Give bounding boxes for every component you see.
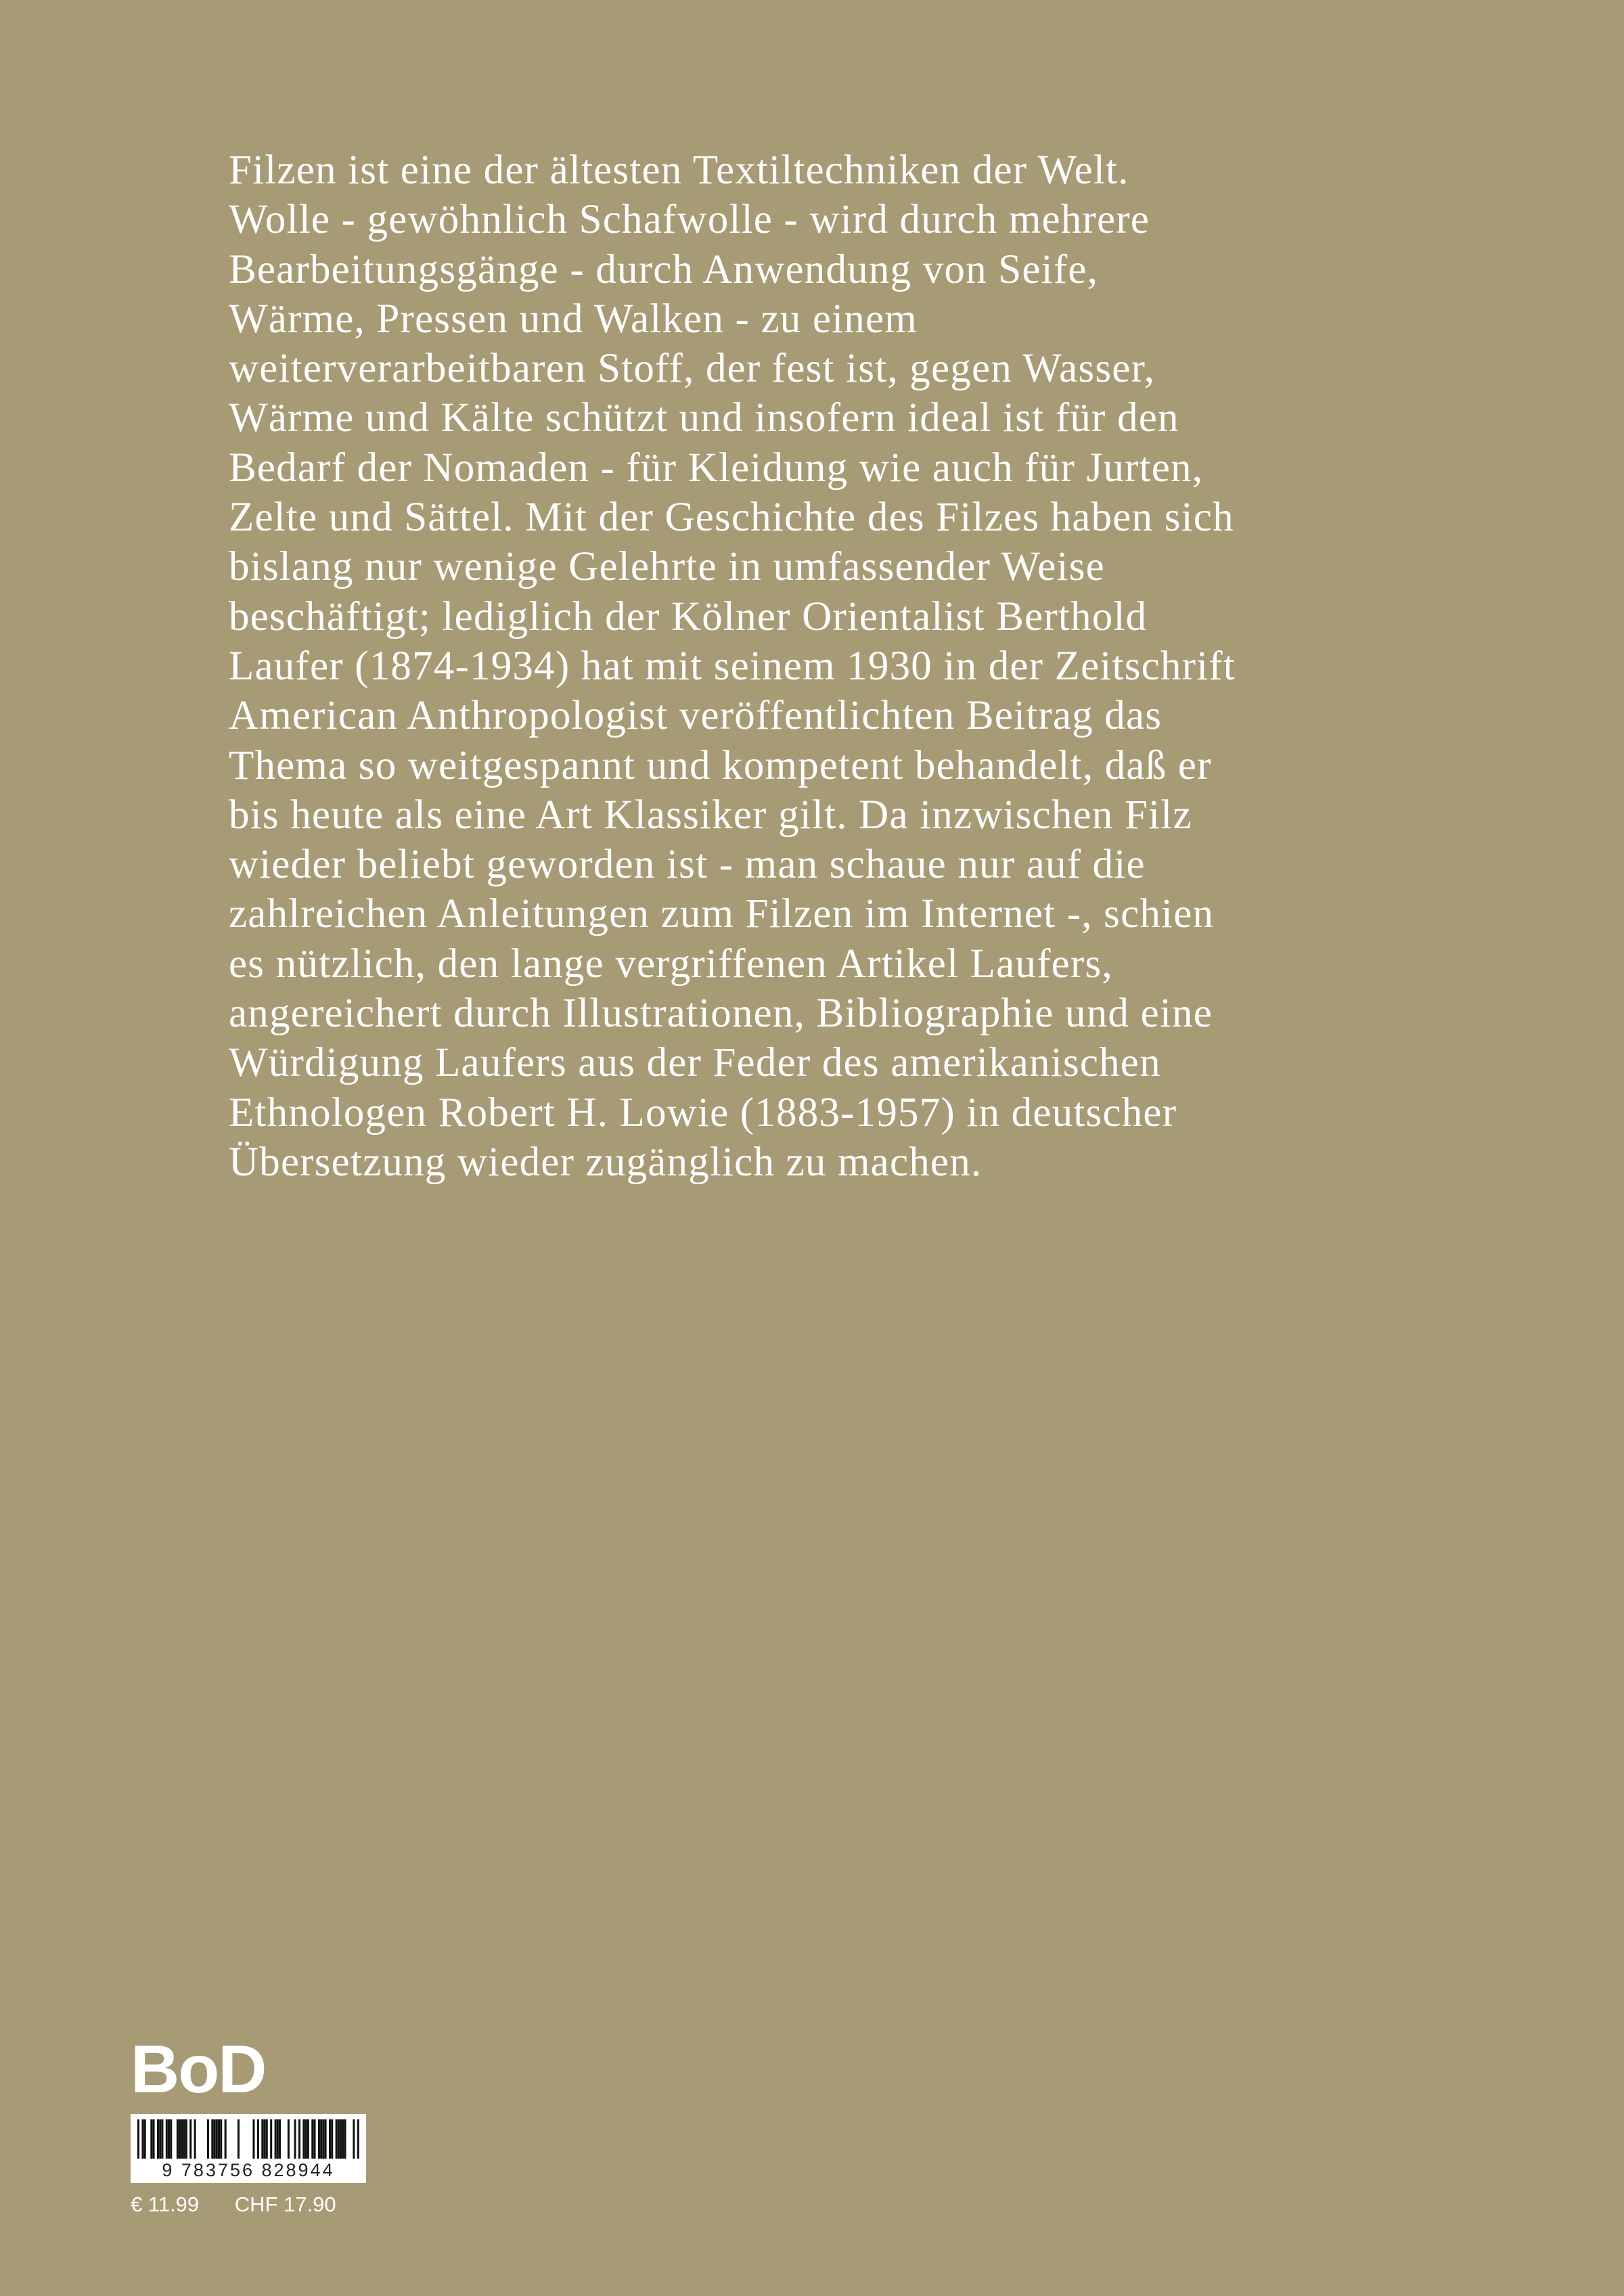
barcode-bar	[252, 2119, 254, 2159]
blurb-line: Bearbeitungsgänge - durch Anwendung von Seife,	[229, 246, 1099, 292]
barcode-bar	[266, 2119, 268, 2159]
barcode-bar	[157, 2119, 159, 2159]
barcode-bar	[294, 2119, 296, 2159]
barcode-bar	[185, 2119, 187, 2159]
barcode-bar	[189, 2119, 191, 2159]
blurb-line: Wärme, Pressen und Walken - zu einem	[229, 296, 918, 342]
barcode-bar	[275, 2119, 277, 2159]
blurb-line: beschäftigt; lediglich der Kölner Orientalist Berthold	[229, 593, 1148, 639]
barcode-bar	[225, 2119, 227, 2159]
barcode-bar	[150, 2119, 152, 2159]
blurb-line: Zelte und Sättel. Mit der Geschichte des Filzes haben sich	[229, 495, 1234, 541]
blurb-line: weiterverarbeitbaren Stoff, der fest ist, gegen Wasser,	[229, 346, 1156, 392]
blurb-line: es nützlich, den lange vergriffenen Artikel Laufers,	[229, 941, 1113, 987]
barcode-bar	[302, 2119, 304, 2159]
blurb-line: Wärme und Kälte schützt und insofern ideal ist für den	[229, 395, 1179, 441]
blurb-line: Würdigung Laufers aus der Feder des amerikanischen	[229, 1040, 1161, 1086]
barcode-bar	[288, 2119, 290, 2159]
barcode-bar	[153, 2119, 155, 2159]
barcode-bar	[211, 2119, 213, 2159]
publisher-logo: BoD	[131, 2031, 266, 2107]
barcode-bar	[318, 2119, 320, 2159]
barcode-bars	[137, 2119, 359, 2159]
blurb-line: Thema so weitgespannt und kompetent behandelt, daß er	[229, 742, 1212, 788]
barcode-bar	[338, 2119, 340, 2159]
barcode-bar	[270, 2119, 272, 2159]
blurb-line: angereichert durch Illustrationen, Bibliographie und eine	[229, 991, 1213, 1037]
barcode-bar	[311, 2119, 313, 2159]
barcode-bar	[257, 2119, 259, 2159]
barcode-bar	[161, 2119, 163, 2159]
blurb-line: Filzen ist eine der ältesten Textiltechniken der Welt.	[229, 148, 1129, 193]
barcode-bar	[137, 2119, 139, 2159]
price-eur: € 11.99	[131, 2192, 200, 2216]
blurb-line: Übersetzung wieder zugänglich zu machen.	[229, 1139, 983, 1185]
barcode-bar	[238, 2119, 240, 2159]
barcode-bar	[331, 2119, 333, 2159]
barcode-bar	[170, 2119, 172, 2159]
barcode-bar	[179, 2119, 181, 2159]
barcode-bar	[307, 2119, 309, 2159]
barcode-bar	[194, 2119, 196, 2159]
barcode-bar	[353, 2119, 355, 2159]
blurb-line: bislang nur wenige Gelehrte in umfassender Weise	[229, 544, 1105, 590]
blurb-line: Laufer (1874-1934) hat mit seinem 1930 in der Zeitschrift	[229, 643, 1236, 689]
barcode-bar	[220, 2119, 222, 2159]
blurb-text	[229, 145, 1514, 1187]
barcode-bar	[177, 2119, 179, 2159]
barcode-number: 9 783756 828944	[162, 2160, 335, 2180]
blurb-line: Bedarf der Nomaden - für Kleidung wie auch für Jurten,	[229, 445, 1204, 491]
barcode-bar	[298, 2119, 300, 2159]
barcode-bar	[214, 2119, 216, 2159]
barcode-bar	[218, 2119, 220, 2159]
blurb-line: zahlreichen Anleitungen zum Filzen im Internet -, schien	[229, 891, 1215, 937]
barcode-bar	[166, 2119, 168, 2159]
blurb-line: American Anthropologist veröffentlichten Beitrag das	[229, 693, 1163, 739]
blurb-line: Ethnologen Robert H. Lowie (1883-1957) in deutscher	[229, 1089, 1177, 1135]
isbn-barcode	[131, 2114, 366, 2183]
barcode-bar	[181, 2119, 183, 2159]
barcode-bar	[344, 2119, 346, 2159]
barcode-bar	[141, 2119, 143, 2159]
barcode-bar	[264, 2119, 266, 2159]
barcode-bar	[216, 2119, 218, 2159]
barcode-bar	[261, 2119, 263, 2159]
barcode-bar	[305, 2119, 307, 2159]
barcode-bar	[342, 2119, 344, 2159]
price-line	[131, 2192, 336, 2217]
barcode-bar	[207, 2119, 209, 2159]
barcode-bar	[325, 2119, 327, 2159]
barcode-bar	[183, 2119, 185, 2159]
barcode-bar	[329, 2119, 331, 2159]
blurb-line: bis heute als eine Art Klassiker gilt. Da inzwischen Filz	[229, 792, 1192, 838]
barcode-bar	[277, 2119, 279, 2159]
blurb-line: Wolle - gewöhnlich Schafwolle - wird durch mehrere	[229, 197, 1150, 243]
barcode-bar	[322, 2119, 324, 2159]
barcode-bar	[336, 2119, 338, 2159]
barcode-bar	[279, 2119, 281, 2159]
barcode-bar	[313, 2119, 315, 2159]
barcode-bar	[168, 2119, 170, 2159]
barcode-bar	[144, 2119, 146, 2159]
price-chf: CHF 17.90	[234, 2192, 336, 2216]
barcode-bar	[159, 2119, 161, 2159]
barcode-bar	[357, 2119, 359, 2159]
barcode-bar	[340, 2119, 342, 2159]
blurb-line: wieder beliebt geworden ist - man schaue nur auf die	[229, 842, 1146, 888]
barcode-bar	[320, 2119, 322, 2159]
